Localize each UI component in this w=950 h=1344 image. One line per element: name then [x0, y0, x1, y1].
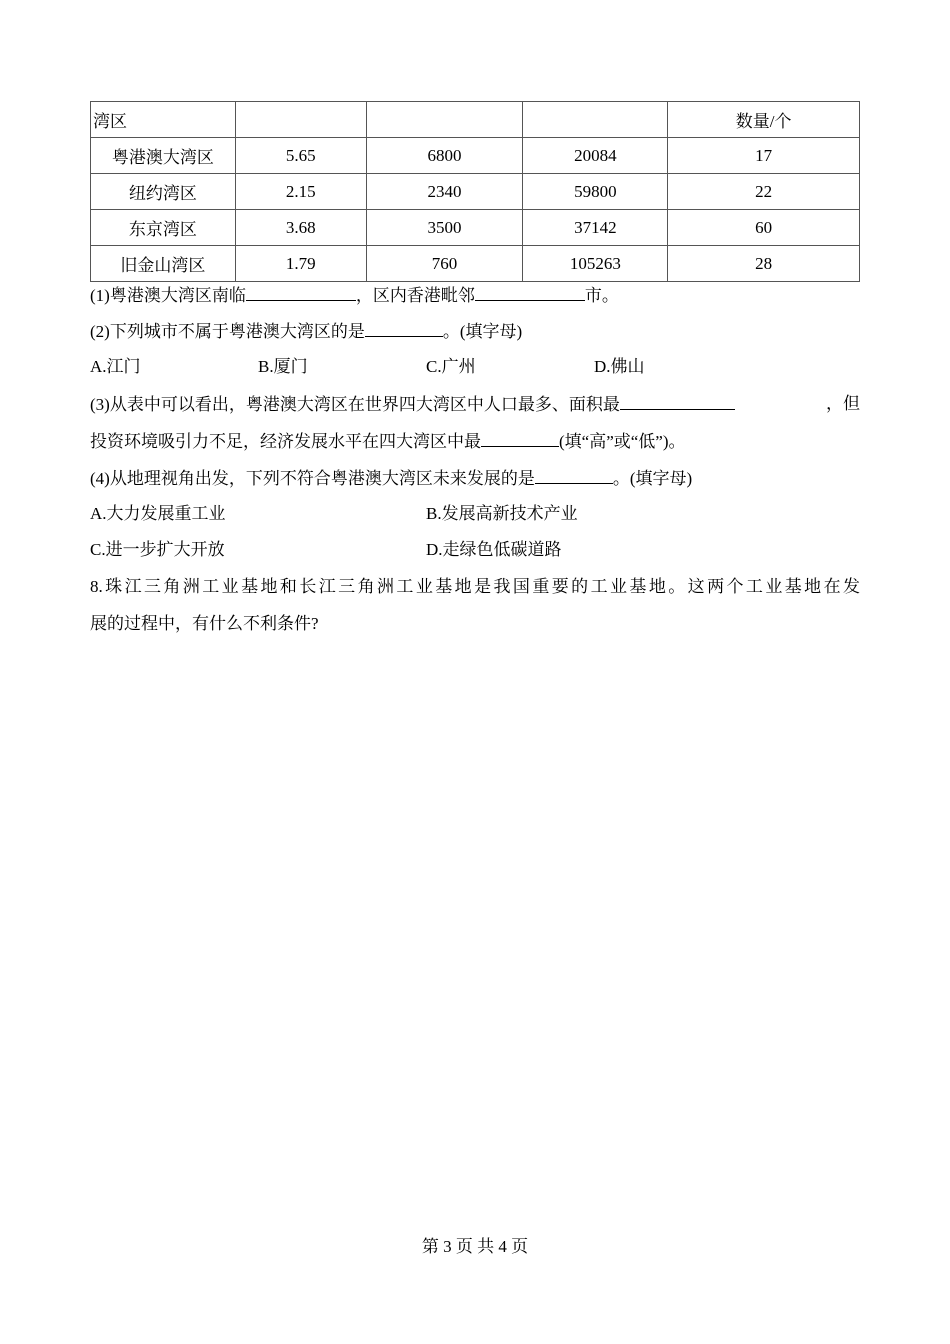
question-3-line-1 [90, 392, 860, 417]
option-c: C.进一步扩大开放 [90, 540, 225, 559]
table-row [91, 174, 860, 210]
table-cell: 旧金山湾区 [91, 246, 236, 282]
table-header-cell: 湾区 [91, 102, 236, 138]
table-row [91, 246, 860, 282]
answer-blank[interactable] [246, 283, 356, 301]
option-a: A.江门 [90, 357, 141, 376]
answer-blank[interactable] [620, 392, 735, 410]
option-c: C.广州 [426, 357, 476, 376]
table-cell: 60 [668, 210, 860, 246]
question-3-line-2 [90, 429, 686, 454]
table-cell: 5.65 [235, 138, 366, 174]
question-1-text-a: (1)粤港澳大湾区南临 [90, 286, 246, 305]
table-cell: 28 [668, 246, 860, 282]
option-b: B.发展高新技术产业 [426, 504, 578, 523]
table-header-cell [523, 102, 668, 138]
question-2-text-a: (2)下列城市不属于粤港澳大湾区的是 [90, 322, 365, 341]
answer-blank[interactable] [535, 466, 613, 484]
table-cell: 105263 [523, 246, 668, 282]
table-cell: 东京湾区 [91, 210, 236, 246]
table-cell: 17 [668, 138, 860, 174]
question-3-text-a: (3)从表中可以看出，粤港澳大湾区在世界四大湾区中人口最多、面积最 [90, 395, 620, 414]
bay-area-table [90, 101, 860, 282]
question-4 [90, 466, 692, 491]
option-a: A.大力发展重工业 [90, 504, 226, 523]
question-1-text-c: 市。 [584, 286, 619, 305]
table-cell: 760 [366, 246, 523, 282]
question-3-text-c: 投资环境吸引力不足，经济发展水平在四大湾区中最 [90, 432, 481, 451]
question-4-text-a: (4)从地理视角出发，下列不符合粤港澳大湾区未来发展的是 [90, 469, 535, 488]
option-b: B.厦门 [258, 357, 308, 376]
question-4-text-b: 。(填字母) [612, 469, 693, 488]
option-d: D.走绿色低碳道路 [426, 540, 562, 559]
answer-blank[interactable] [365, 319, 443, 337]
table-cell: 3500 [366, 210, 523, 246]
question-3-text-d: (填“高”或“低”)。 [559, 432, 686, 451]
question-1-text-b: ，区内香港毗邻 [355, 286, 475, 305]
table-cell: 纽约湾区 [91, 174, 236, 210]
table-header-cell [366, 102, 523, 138]
table-cell: 59800 [523, 174, 668, 210]
table-cell: 粤港澳大湾区 [91, 138, 236, 174]
table-cell: 2.15 [235, 174, 366, 210]
table-row [91, 138, 860, 174]
table-header-cell: 数量/个 [668, 102, 860, 138]
table-cell: 22 [668, 174, 860, 210]
table-header-cell [235, 102, 366, 138]
table-cell: 6800 [366, 138, 523, 174]
table-row [91, 210, 860, 246]
question-8-line-1: 8.珠江三角洲工业基地和长江三角洲工业基地是我国重要的工业基地。这两个工业基地在发 [90, 577, 860, 596]
table-cell: 2340 [366, 174, 523, 210]
question-2 [90, 319, 522, 344]
question-2-text-b: 。(填字母) [442, 322, 523, 341]
answer-blank[interactable] [481, 429, 559, 447]
page-number: 第 3 页 共 4 页 [421, 1237, 529, 1256]
table-header-row [91, 102, 860, 138]
answer-blank[interactable] [475, 283, 585, 301]
table-cell: 3.68 [235, 210, 366, 246]
table-cell: 1.79 [235, 246, 366, 282]
question-8-line-2: 展的过程中，有什么不利条件? [90, 614, 319, 633]
question-3-text-b: ，但 [826, 394, 860, 413]
question-1 [90, 283, 619, 308]
table-cell: 20084 [523, 138, 668, 174]
table-cell: 37142 [523, 210, 668, 246]
option-d: D.佛山 [594, 357, 645, 376]
